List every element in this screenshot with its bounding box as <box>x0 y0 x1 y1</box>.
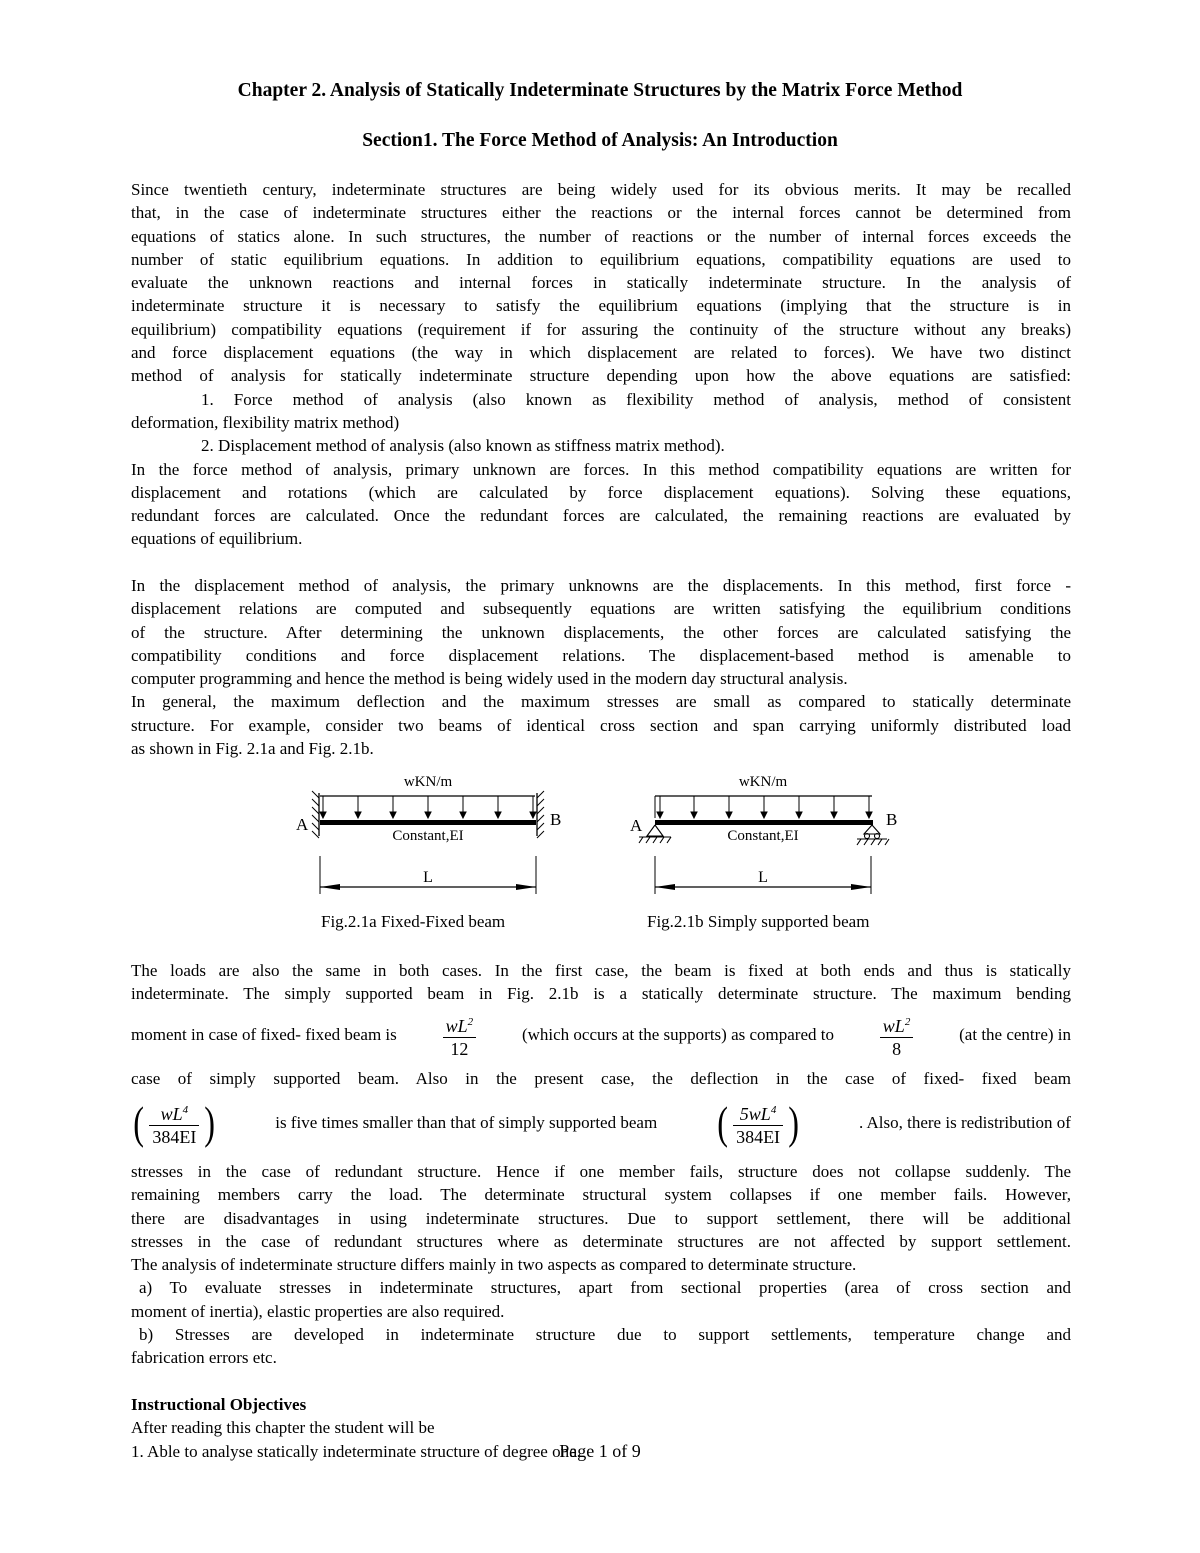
text-line: compatibility conditions and force displacement relations. The displacement-based method is amenable to <box>131 645 1071 665</box>
span-label: L <box>423 869 433 886</box>
figure-simply-supported-beam <box>625 768 915 908</box>
load-label: wKN/m <box>403 774 453 790</box>
fraction-denominator: 12 <box>450 1038 469 1059</box>
text-line: structure. For example, consider two beams of identical cross section and span carrying uniformly distributed load <box>131 715 1071 735</box>
fraction-wl2-8 <box>880 1011 914 1060</box>
fraction-wl4-384ei <box>149 1099 199 1148</box>
figure-fixed-fixed-beam <box>290 768 580 908</box>
list-item-b: b) Stresses are developed in indeterminate structure due to support settlements, temperature change and <box>139 1325 1071 1345</box>
text-line: displacement and rotations (which are calculated by force displacement equations). Solving these equations, <box>131 482 1071 502</box>
text-line: method of analysis for statically indeterminate structure depending upon how the above equations are satisfied: <box>131 366 1071 386</box>
text-line: evaluate the unknown reactions and internal forces in statically indeterminate structure. In the analysis of <box>131 273 1071 293</box>
fraction-denominator: 8 <box>892 1038 902 1059</box>
fraction-5wl4-384ei <box>733 1099 783 1148</box>
text-line: there are disadvantages in using indeterminate structures. Due to support settlement, there will be additional <box>131 1208 1071 1228</box>
fraction-numerator: 5wL <box>739 1103 771 1124</box>
text-fragment: is five times smaller than that of simply supported beam <box>275 1113 658 1133</box>
span-label: L <box>758 869 768 886</box>
fraction-numerator: wL <box>445 1015 468 1036</box>
exponent: 2 <box>467 1015 474 1028</box>
text-line: equilibrium) compatibility equations (requirement if for assuring the continuity of the structure without any breaks) <box>131 319 1071 339</box>
section-label: Constant,EI <box>392 828 464 844</box>
end-label-a: A <box>296 815 309 834</box>
section-label: Constant,EI <box>727 828 799 844</box>
text-line: stresses in the case of redundant structure. Hence if one member fails, structure does not collapse suddenly. The <box>131 1162 1071 1181</box>
text-line: as shown in Fig. 2.1a and Fig. 2.1b. <box>131 739 374 759</box>
udl-arrows <box>657 796 872 818</box>
end-label-b: B <box>550 810 562 829</box>
fraction-wl2-12 <box>443 1011 477 1060</box>
text-fragment: moment in case of fixed- fixed beam is <box>131 1025 397 1045</box>
text-line: In general, the maximum deflection and the maximum stresses are small as compared to statically determinate <box>131 692 1071 712</box>
load-label: wKN/m <box>738 774 788 790</box>
page-number: Page 1 of 9 <box>559 1441 641 1461</box>
text-line: and force displacement equations (the way in which displacement are related to forces). We have two distinct <box>131 343 1071 363</box>
text-line: number of static equilibrium equations. In addition to equilibrium equations, compatibility equations are used to <box>131 249 1071 269</box>
text-line: In the force method of analysis, primary unknown are forces. In this method compatibility equations are written for <box>131 459 1071 479</box>
text-line: indeterminate structure it is necessary to satisfy the equilibrium equations (implying that the structure is in <box>131 296 1071 316</box>
list-item-force-method-cont: deformation, flexibility matrix method) <box>131 412 400 432</box>
paragraph-redistribution <box>131 1160 1071 1370</box>
figure-caption-b: Fig.2.1b Simply supported beam <box>647 912 870 931</box>
exponent: 4 <box>182 1103 189 1116</box>
list-item-displacement-method: 2. Displacement method of analysis (also known as stiffness matrix method). <box>201 436 725 456</box>
bracketed-fraction-simple: ( $\frac{5wL^4}{384EI}$ ) <box>717 1097 800 1148</box>
chapter-title: Chapter 2. Analysis of Statically Indeterminate Structures by the Matrix Force Method <box>237 80 963 101</box>
text-fragment: (which occurs at the supports) as compared to <box>521 1025 834 1045</box>
paragraph-displacement <box>131 574 1071 760</box>
figure-caption-a: Fig.2.1a Fixed-Fixed beam <box>321 912 506 931</box>
list-item-force-method: 1. Force method of analysis (also known as flexibility method of analysis, method of consistent <box>201 389 1071 409</box>
text-line: indeterminate. The simply supported beam in Fig. 2.1b is a statically determinate structure. The maximum bending <box>131 984 1071 1004</box>
text-line: equations of equilibrium. <box>131 529 303 549</box>
paragraph-comparison-cont <box>131 1067 1071 1090</box>
fraction-numerator: wL <box>160 1103 183 1124</box>
list-item-a-cont: moment of inertia), elastic properties are also required. <box>131 1301 505 1321</box>
text-line: displacement relations are computed and subsequently equations are written satisfying the equilibrium conditions <box>131 599 1071 619</box>
text-fragment: (at the centre) in <box>959 1025 1071 1045</box>
text-line: computer programming and hence the method is being widely used in the modern day structural analysis. <box>131 669 848 689</box>
paragraph-comparison <box>131 959 1071 1006</box>
text-line: redundant forces are calculated. Once the redundant forces are calculated, the remaining reactions are evaluated by <box>131 506 1071 526</box>
text-line: The loads are also the same in both cases. In the first case, the beam is fixed at both ends and thus is statically <box>131 961 1071 980</box>
text-line-with-deflections <box>131 1093 1071 1153</box>
roller-support-icon <box>857 825 889 845</box>
text-line: of the structure. After determining the unknown displacements, the other forces are calculated satisfying the <box>131 622 1071 642</box>
text-line: case of simply supported beam. Also in the present case, the deflection in the case of fixed- fixed beam <box>131 1069 1071 1088</box>
objectives-item: 1. Able to analyse statically indeterminate structure of degree one. <box>131 1441 581 1461</box>
list-item-a: a) To evaluate stresses in indeterminate structures, apart from sectional properties (area of cross section and <box>139 1278 1071 1298</box>
text-line: that, in the case of indeterminate structures either the reactions or the internal forces cannot be determined from <box>131 203 1071 223</box>
text-line: stresses in the case of redundant structures where as determinate structures are not affected by support settlement. <box>131 1231 1071 1251</box>
text-line: equations of statics alone. In such structures, the number of reactions or the number of internal forces exceeds the <box>131 226 1071 246</box>
text-fragment: . Also, there is redistribution of <box>858 1113 1071 1133</box>
text-line-with-fractions <box>131 1010 1071 1060</box>
end-label-a: A <box>630 816 643 835</box>
objectives-intro: After reading this chapter the student will be <box>131 1418 435 1438</box>
text-line: remaining members carry the load. The determinate structural system collapses if one member fails. However, <box>131 1185 1071 1205</box>
text-line: The analysis of indeterminate structure differs mainly in two aspects as compared to determinate structure. <box>131 1255 857 1275</box>
list-item-b-cont: fabrication errors etc. <box>131 1348 277 1368</box>
paragraph-intro <box>131 178 1071 551</box>
text-line: In the displacement method of analysis, the primary unknowns are the displacements. In this method, first force - <box>131 576 1071 595</box>
exponent: 4 <box>770 1103 777 1116</box>
pin-support-icon <box>639 825 671 843</box>
fraction-denominator: 384EI <box>152 1126 197 1147</box>
section-title: Section1. The Force Method of Analysis: An Introduction <box>362 130 838 151</box>
fraction-numerator: wL <box>882 1015 905 1036</box>
udl-arrows <box>320 796 536 818</box>
exponent: 2 <box>904 1015 911 1028</box>
objectives-heading: Instructional Objectives <box>131 1395 307 1414</box>
text-line: Since twentieth century, indeterminate structures are being widely used for its obvious merits. It may be recalled <box>131 180 1071 199</box>
bracketed-fraction-fixed: ( $\frac{wL^4}{384EI}$ ) <box>133 1097 216 1148</box>
fraction-denominator: 384EI <box>736 1126 781 1147</box>
end-label-b: B <box>886 810 898 829</box>
